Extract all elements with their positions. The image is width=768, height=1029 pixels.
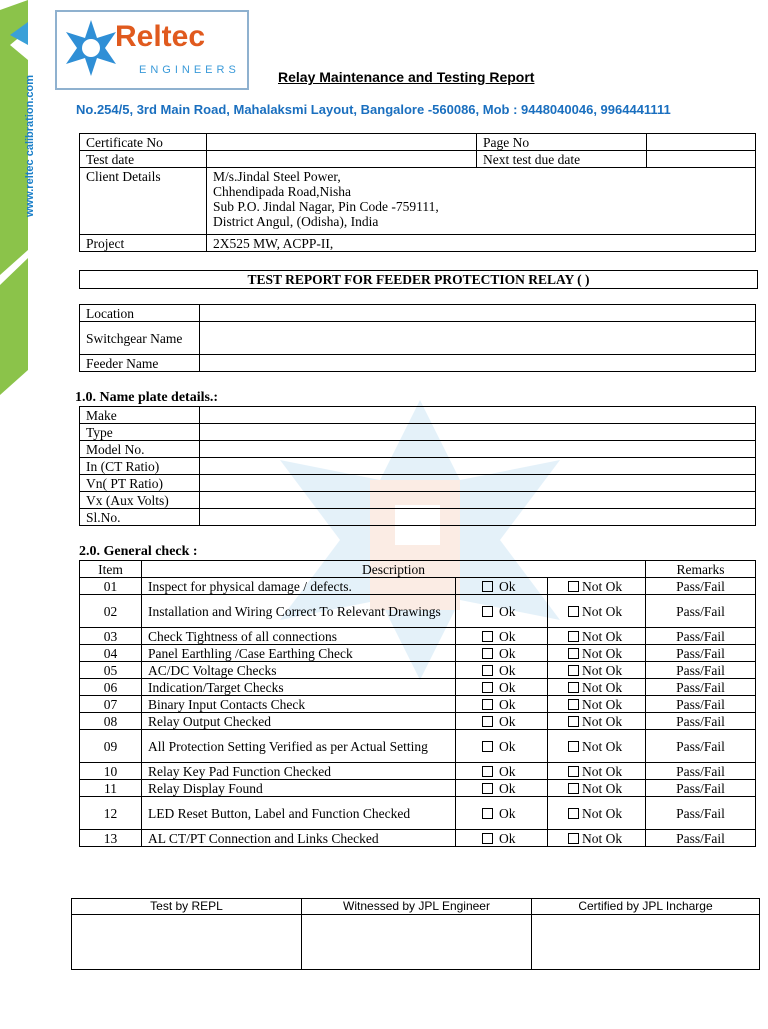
- ok-checkbox[interactable]: [456, 780, 548, 797]
- col-item-header: Item: [80, 561, 142, 578]
- checkbox-icon: [568, 783, 579, 794]
- not-ok-label: Not Ok: [582, 805, 623, 821]
- checkbox-icon: [568, 833, 579, 844]
- client-line: M/s.Jindal Steel Power,: [213, 169, 341, 184]
- feeder-name-label: Feeder Name: [80, 355, 200, 372]
- check-row: [80, 797, 756, 830]
- checkbox-icon: [482, 699, 493, 710]
- witnessed-by-signature-box[interactable]: [302, 915, 532, 970]
- certified-by-signature-box[interactable]: [532, 915, 760, 970]
- check-row: [80, 696, 756, 713]
- test-by-signature-box[interactable]: [72, 915, 302, 970]
- ok-checkbox[interactable]: [456, 662, 548, 679]
- feeder-name-field[interactable]: [200, 355, 756, 372]
- not-ok-checkbox[interactable]: [548, 628, 646, 645]
- not-ok-checkbox[interactable]: [548, 645, 646, 662]
- not-ok-label: Not Ok: [582, 763, 623, 779]
- page-no-field[interactable]: [647, 134, 756, 151]
- not-ok-label: Not Ok: [582, 645, 623, 661]
- not-ok-checkbox[interactable]: [548, 679, 646, 696]
- pass-fail-remark[interactable]: Pass/Fail: [646, 780, 756, 797]
- ok-checkbox[interactable]: [456, 830, 548, 847]
- nameplate-row: [80, 475, 756, 492]
- star-icon: [61, 18, 121, 78]
- checkbox-icon: [482, 766, 493, 777]
- nameplate-row: [80, 458, 756, 475]
- nameplate-label: Type: [80, 424, 200, 441]
- switchgear-name-field[interactable]: [200, 322, 756, 355]
- check-description: Inspect for physical damage / defects.: [142, 578, 456, 595]
- nameplate-field[interactable]: [200, 509, 756, 526]
- check-description: AL CT/PT Connection and Links Checked: [142, 830, 456, 847]
- check-row: [80, 830, 756, 847]
- ok-label: Ok: [499, 830, 516, 846]
- checkbox-icon: [482, 682, 493, 693]
- pass-fail-remark[interactable]: Pass/Fail: [646, 763, 756, 780]
- not-ok-checkbox[interactable]: [548, 713, 646, 730]
- project-value: 2X525 MW, ACPP-II,: [207, 235, 756, 252]
- not-ok-checkbox[interactable]: [548, 696, 646, 713]
- checkbox-icon: [482, 716, 493, 727]
- pass-fail-remark[interactable]: Pass/Fail: [646, 628, 756, 645]
- check-description: Binary Input Contacts Check: [142, 696, 456, 713]
- nameplate-label: In (CT Ratio): [80, 458, 200, 475]
- company-address: No.254/5, 3rd Main Road, Mahalaksmi Layout, Bangalore -560086, Mob : 9448040046, 9964441111: [76, 102, 671, 117]
- checkbox-icon: [568, 665, 579, 676]
- nameplate-label: Model No.: [80, 441, 200, 458]
- checkbox-icon: [568, 581, 579, 592]
- ok-label: Ok: [499, 645, 516, 661]
- nameplate-label: Vx (Aux Volts): [80, 492, 200, 509]
- check-description: Relay Key Pad Function Checked: [142, 763, 456, 780]
- check-item-number: 09: [80, 730, 142, 763]
- not-ok-checkbox[interactable]: [548, 595, 646, 628]
- check-item-number: 08: [80, 713, 142, 730]
- ok-label: Ok: [499, 738, 516, 754]
- nameplate-row: [80, 424, 756, 441]
- check-row: [80, 628, 756, 645]
- page-no-label: Page No: [477, 134, 647, 151]
- nameplate-row: [80, 441, 756, 458]
- checkbox-icon: [568, 648, 579, 659]
- company-logo: [55, 10, 249, 90]
- checkbox-icon: [482, 631, 493, 642]
- check-row: [80, 730, 756, 763]
- checkbox-icon: [482, 648, 493, 659]
- check-description: Installation and Wiring Correct To Relevant Drawings: [142, 595, 456, 628]
- ok-label: Ok: [499, 780, 516, 796]
- check-row: [80, 662, 756, 679]
- general-check-heading: 2.0. General check :: [79, 544, 198, 559]
- check-description: LED Reset Button, Label and Function Checked: [142, 797, 456, 830]
- checkbox-icon: [482, 665, 493, 676]
- ok-checkbox[interactable]: [456, 595, 548, 628]
- checkbox-icon: [568, 682, 579, 693]
- not-ok-checkbox[interactable]: [548, 662, 646, 679]
- nameplate-field[interactable]: [200, 441, 756, 458]
- check-description: Panel Earthling /Case Earthing Check: [142, 645, 456, 662]
- not-ok-checkbox[interactable]: [548, 730, 646, 763]
- check-item-number: 06: [80, 679, 142, 696]
- ok-checkbox[interactable]: [456, 713, 548, 730]
- not-ok-label: Not Ok: [582, 830, 623, 846]
- next-due-field[interactable]: [647, 151, 756, 168]
- check-row: [80, 780, 756, 797]
- location-table: [79, 304, 756, 372]
- check-item-number: 10: [80, 763, 142, 780]
- pass-fail-remark[interactable]: Pass/Fail: [646, 830, 756, 847]
- check-row: [80, 713, 756, 730]
- report-banner: TEST REPORT FOR FEEDER PROTECTION RELAY ( ): [79, 270, 758, 289]
- check-item-number: 05: [80, 662, 142, 679]
- check-description: Check Tightness of all connections: [142, 628, 456, 645]
- nameplate-row: [80, 492, 756, 509]
- certificate-no-label: Certificate No: [80, 134, 207, 151]
- not-ok-label: Not Ok: [582, 696, 623, 712]
- test-by-label: Test by REPL: [72, 899, 302, 915]
- test-date-field[interactable]: [207, 151, 477, 168]
- ok-label: Ok: [499, 662, 516, 678]
- nameplate-table: [79, 406, 756, 526]
- not-ok-label: Not Ok: [582, 628, 623, 644]
- checkbox-icon: [568, 808, 579, 819]
- nameplate-field[interactable]: [200, 475, 756, 492]
- checkbox-icon: [568, 699, 579, 710]
- test-date-label: Test date: [80, 151, 207, 168]
- ok-checkbox[interactable]: [456, 645, 548, 662]
- ok-label: Ok: [499, 679, 516, 695]
- pass-fail-remark[interactable]: Pass/Fail: [646, 797, 756, 830]
- location-field[interactable]: [200, 305, 756, 322]
- check-item-number: 07: [80, 696, 142, 713]
- check-description: Relay Display Found: [142, 780, 456, 797]
- not-ok-checkbox[interactable]: [548, 578, 646, 595]
- check-item-number: 13: [80, 830, 142, 847]
- checkbox-icon: [568, 606, 579, 617]
- pass-fail-remark[interactable]: Pass/Fail: [646, 595, 756, 628]
- not-ok-label: Not Ok: [582, 662, 623, 678]
- next-due-label: Next test due date: [477, 151, 647, 168]
- ok-label: Ok: [499, 763, 516, 779]
- col-remarks-header: Remarks: [646, 561, 756, 578]
- ok-checkbox[interactable]: [456, 763, 548, 780]
- ok-checkbox[interactable]: [456, 696, 548, 713]
- ok-label: Ok: [499, 578, 516, 594]
- not-ok-label: Not Ok: [582, 738, 623, 754]
- nameplate-row: [80, 509, 756, 526]
- pass-fail-remark[interactable]: Pass/Fail: [646, 578, 756, 595]
- not-ok-label: Not Ok: [582, 780, 623, 796]
- ok-checkbox[interactable]: [456, 679, 548, 696]
- check-row: [80, 578, 756, 595]
- check-item-number: 04: [80, 645, 142, 662]
- not-ok-checkbox[interactable]: [548, 763, 646, 780]
- client-details-value: [207, 168, 756, 235]
- switchgear-name-label: Switchgear Name: [80, 322, 200, 355]
- check-item-number: 03: [80, 628, 142, 645]
- nameplate-label: Sl.No.: [80, 509, 200, 526]
- pass-fail-remark[interactable]: Pass/Fail: [646, 679, 756, 696]
- check-description: Relay Output Checked: [142, 713, 456, 730]
- check-row: [80, 645, 756, 662]
- side-strip: [0, 0, 36, 1024]
- document-title: Relay Maintenance and Testing Report: [278, 69, 535, 85]
- checkbox-icon: [482, 741, 493, 752]
- checkbox-icon: [568, 716, 579, 727]
- not-ok-label: Not Ok: [582, 603, 623, 619]
- witnessed-by-label: Witnessed by JPL Engineer: [302, 899, 532, 915]
- check-item-number: 02: [80, 595, 142, 628]
- checkbox-icon: [482, 783, 493, 794]
- pass-fail-remark[interactable]: Pass/Fail: [646, 713, 756, 730]
- general-check-table: [79, 560, 756, 847]
- nameplate-field[interactable]: [200, 492, 756, 509]
- location-label: Location: [80, 305, 200, 322]
- checkbox-icon: [482, 581, 493, 592]
- ok-label: Ok: [499, 603, 516, 619]
- check-description: AC/DC Voltage Checks: [142, 662, 456, 679]
- pass-fail-remark[interactable]: Pass/Fail: [646, 730, 756, 763]
- col-description-header: Description: [142, 561, 646, 578]
- logo-subtitle: ENGINEERS: [139, 64, 240, 76]
- not-ok-label: Not Ok: [582, 578, 623, 594]
- checkbox-icon: [482, 808, 493, 819]
- checkbox-icon: [568, 741, 579, 752]
- pass-fail-remark[interactable]: Pass/Fail: [646, 696, 756, 713]
- side-strip-url: www.reltec calibration.com: [24, 74, 36, 218]
- not-ok-label: Not Ok: [582, 679, 623, 695]
- ok-checkbox[interactable]: [456, 578, 548, 595]
- check-row: [80, 679, 756, 696]
- nameplate-field[interactable]: [200, 407, 756, 424]
- nameplate-field[interactable]: [200, 424, 756, 441]
- check-description: Indication/Target Checks: [142, 679, 456, 696]
- check-item-number: 11: [80, 780, 142, 797]
- client-line: Chhendipada Road,Nisha: [213, 184, 351, 199]
- certificate-no-field[interactable]: [207, 134, 477, 151]
- ok-label: Ok: [499, 805, 516, 821]
- ok-checkbox[interactable]: [456, 628, 548, 645]
- not-ok-checkbox[interactable]: [548, 797, 646, 830]
- nameplate-label: Vn( PT Ratio): [80, 475, 200, 492]
- nameplate-field[interactable]: [200, 458, 756, 475]
- check-item-number: 12: [80, 797, 142, 830]
- not-ok-checkbox[interactable]: [548, 830, 646, 847]
- signature-table: [71, 898, 760, 970]
- ok-checkbox[interactable]: [456, 730, 548, 763]
- nameplate-label: Make: [80, 407, 200, 424]
- checkbox-icon: [482, 606, 493, 617]
- check-row: [80, 595, 756, 628]
- logo-name: Reltec: [115, 20, 206, 53]
- pass-fail-remark[interactable]: Pass/Fail: [646, 645, 756, 662]
- checkbox-icon: [482, 833, 493, 844]
- ok-checkbox[interactable]: [456, 797, 548, 830]
- checkbox-icon: [568, 766, 579, 777]
- nameplate-row: [80, 407, 756, 424]
- certificate-table: [79, 133, 756, 252]
- check-item-number: 01: [80, 578, 142, 595]
- not-ok-checkbox[interactable]: [548, 780, 646, 797]
- not-ok-label: Not Ok: [582, 713, 623, 729]
- ok-label: Ok: [499, 696, 516, 712]
- ok-label: Ok: [499, 628, 516, 644]
- certified-by-label: Certified by JPL Incharge: [532, 899, 760, 915]
- client-details-label: Client Details: [80, 168, 207, 235]
- check-row: [80, 763, 756, 780]
- project-label: Project: [80, 235, 207, 252]
- client-line: Sub P.O. Jindal Nagar, Pin Code -759111,: [213, 199, 439, 214]
- client-line: District Angul, (Odisha), India: [213, 214, 379, 229]
- checkbox-icon: [568, 631, 579, 642]
- pass-fail-remark[interactable]: Pass/Fail: [646, 662, 756, 679]
- ok-label: Ok: [499, 713, 516, 729]
- nameplate-heading: 1.0. Name plate details.:: [75, 390, 219, 405]
- check-description: All Protection Setting Verified as per Actual Setting: [142, 730, 456, 763]
